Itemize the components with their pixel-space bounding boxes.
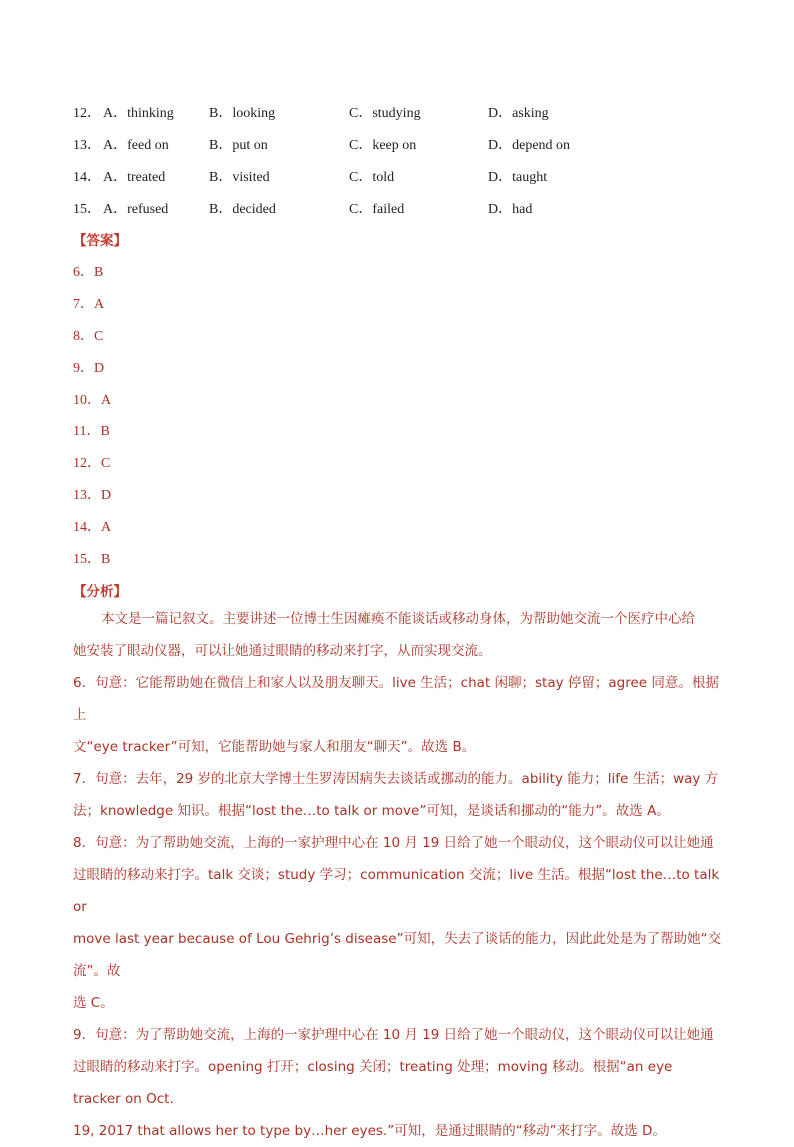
q8-explanation-line-2: 过眼睛的移动来打字。talk 交谈；study 学习；communication 交流；live 生活。根据“lost the…to talk or (73, 867, 720, 915)
analysis-body (73, 603, 723, 1147)
question-number: 13． (73, 138, 101, 153)
q9-explanation-line-1: 9．句意：为了帮助她交流，上海的一家护理中心在 10 月 19 日给了她一个眼动仪，这个眼动仪可以让她通 (73, 1027, 714, 1043)
option-b: B．decided (209, 202, 276, 217)
option-b: B．visited (209, 170, 270, 185)
analysis-heading: 【分析】 (73, 584, 127, 600)
q9-explanation-line-2: 过眼睛的移动来打字。opening 打开；closing 关闭；treating 处理；moving 移动。根据“an eye tracker on Oct. (73, 1059, 673, 1107)
option-c: C．failed (349, 202, 405, 217)
q6-explanation-line-2: 文“eye tracker”可知，它能帮助她与家人和朋友“聊天”。故选 B。 (73, 739, 476, 755)
option-a: A．treated (103, 170, 166, 185)
q6-explanation-line-1: 6．句意：它能帮助她在微信上和家人以及朋友聊天。live 生活；chat 闲聊；stay 停留；agree 同意。根据上 (73, 675, 719, 723)
analysis-intro-line-1: 本文是一篇记叙文。主要讲述一位博士生因瘫痪不能谈话或移动身体，为帮助她交流一个医疗中心给 (101, 611, 695, 627)
option-b: B．looking (209, 106, 276, 121)
answer-item: 11．B (73, 424, 110, 439)
question-number: 12． (73, 106, 101, 121)
answer-item: 10．A (73, 393, 112, 408)
option-c: C．keep on (349, 138, 417, 153)
answer-heading: 【答案】 (73, 233, 127, 249)
question-number: 14． (73, 170, 101, 185)
answer-item: 9．D (73, 361, 105, 376)
q9-explanation-line-3: 19, 2017 that allows her to type by…her eyes.”可知，是通过眼睛的“移动”来打字。故选 D。 (73, 1123, 666, 1139)
option-d: D．depend on (488, 138, 571, 153)
answer-item: 13．D (73, 488, 112, 503)
option-d: D．taught (488, 170, 548, 185)
q7-explanation-line-1: 7．句意：去年，29 岁的北京大学博士生罗涛因病失去谈话或挪动的能力。ability 能力；life 生活；way 方 (73, 771, 719, 787)
q8-explanation-line-3: move last year because of Lou Gehrig’s disease”可知，失去了谈话的能力，因此此处是为了帮助她“交流”。故 (73, 931, 722, 979)
q8-explanation-line-4: 选 C。 (73, 995, 114, 1011)
option-a: A．thinking (103, 106, 174, 121)
option-a: A．refused (103, 202, 169, 217)
answer-item: 15．B (73, 552, 111, 567)
answer-item: 7．A (73, 297, 105, 312)
option-d: D．had (488, 202, 533, 217)
q7-explanation-line-2: 法；knowledge 知识。根据“lost the…to talk or move”可知，是谈话和挪动的“能力”。故选 A。 (73, 803, 670, 819)
option-d: D．asking (488, 106, 549, 121)
option-c: C．told (349, 170, 395, 185)
analysis-intro-line-2: 她安装了眼动仪器，可以让她通过眼睛的移动来打字，从而实现交流。 (73, 643, 492, 659)
answer-item: 14．A (73, 520, 112, 535)
answer-item: 12．C (73, 456, 111, 471)
option-a: A．feed on (103, 138, 169, 153)
answer-item: 6．B (73, 265, 104, 280)
option-b: B．put on (209, 138, 268, 153)
q8-explanation-line-1: 8．句意：为了帮助她交流，上海的一家护理中心在 10 月 19 日给了她一个眼动仪，这个眼动仪可以让她通 (73, 835, 714, 851)
question-number: 15． (73, 202, 101, 217)
answer-item: 8．C (73, 329, 104, 344)
option-c: C．studying (349, 106, 421, 121)
